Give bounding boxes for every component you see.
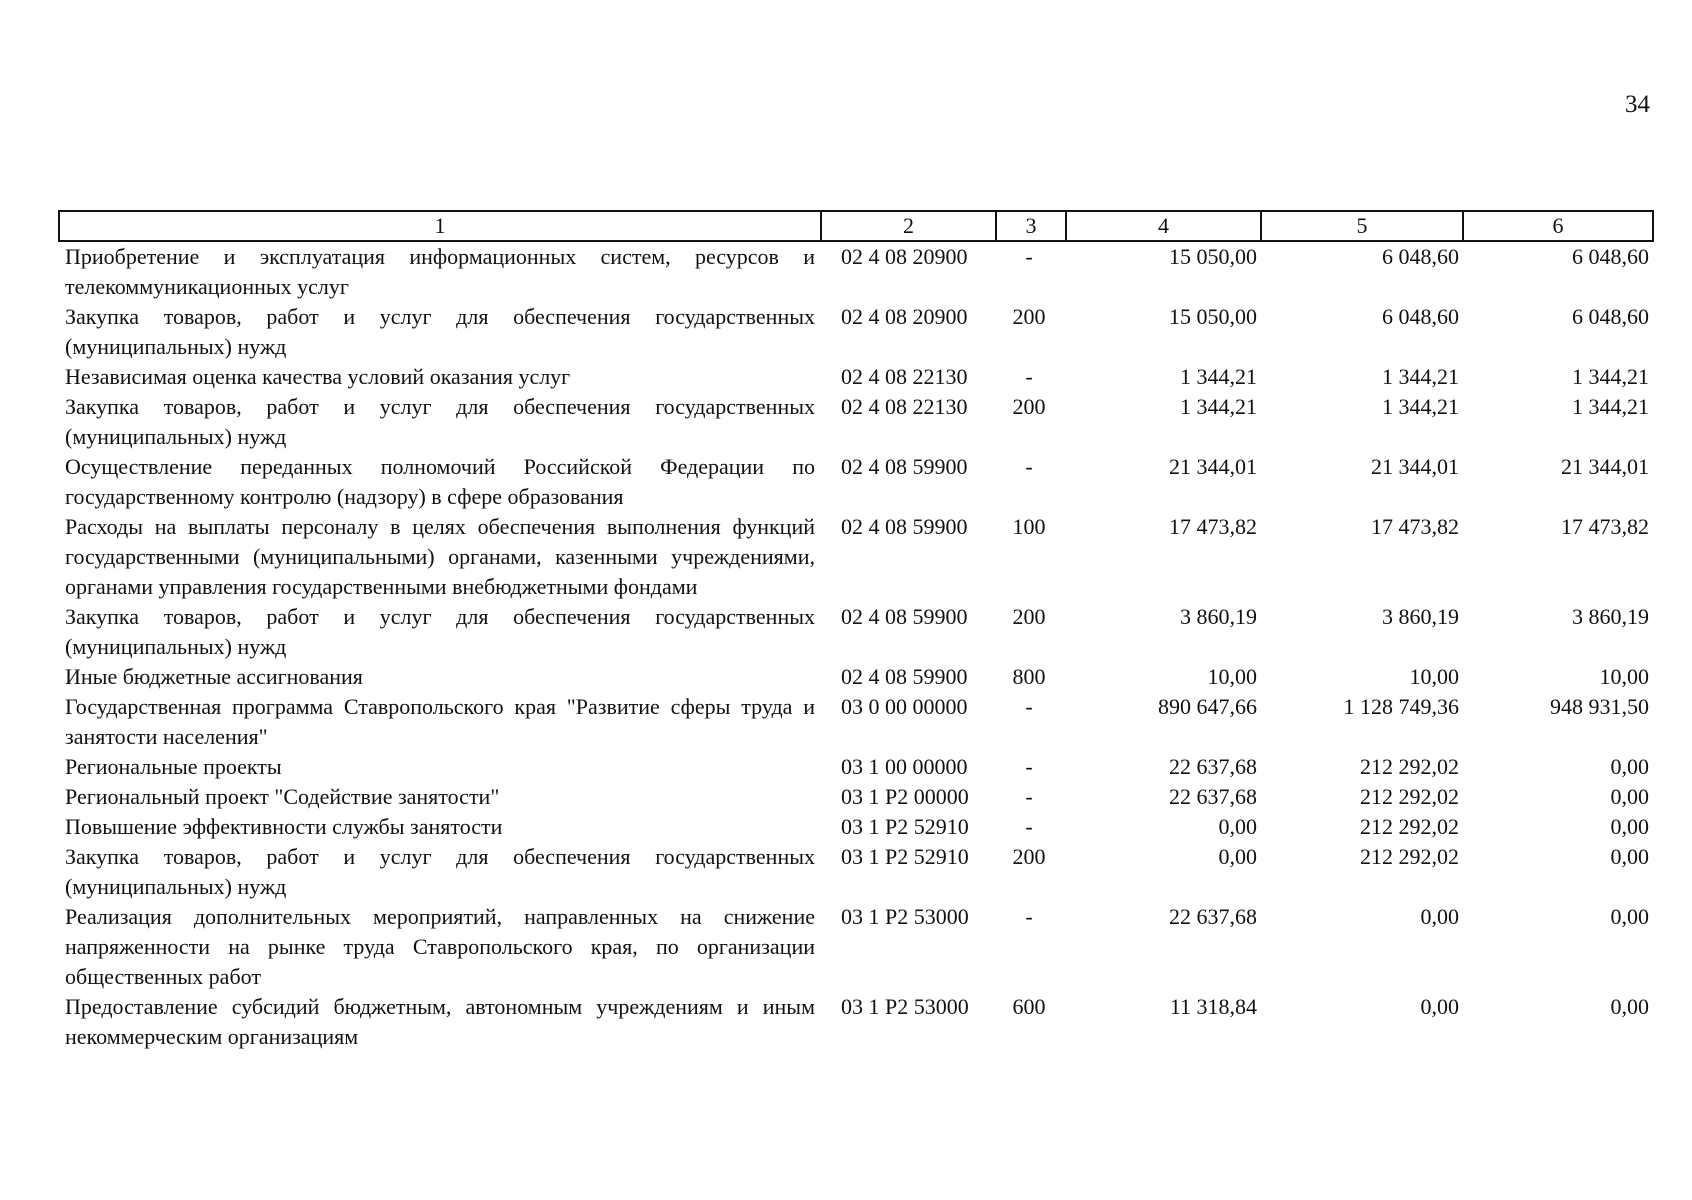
row-code-cell: 02 4 08 59900 <box>841 454 968 479</box>
row-value-6-cell: 6 048,60 <box>1572 304 1649 329</box>
row-value-4-cell: 1 344,21 <box>1180 364 1257 389</box>
table-row <box>59 902 1653 992</box>
row-code-cell: 02 4 08 20900 <box>841 304 968 329</box>
table-row <box>59 812 1653 842</box>
row-value-6-cell: 21 344,01 <box>1561 454 1649 479</box>
row-value-4-cell: 22 637,68 <box>1169 784 1257 809</box>
row-code-cell: 02 4 08 22130 <box>841 394 968 419</box>
row-vr-cell: 200 <box>1012 304 1046 329</box>
row-value-4-cell: 22 637,68 <box>1169 754 1257 779</box>
row-value-4-cell: 22 637,68 <box>1169 904 1257 929</box>
row-vr-cell: 200 <box>1012 394 1046 419</box>
row-value-5-cell: 212 292,02 <box>1360 754 1459 779</box>
header-col-6: 6 <box>1463 211 1653 241</box>
row-value-5-cell: 1 128 749,36 <box>1343 694 1459 719</box>
row-name-cell: Закупка товаров, работ и услуг для обеспечения государственных (муниципальных) нужд <box>65 304 815 359</box>
row-value-4-cell: 11 318,84 <box>1169 994 1257 1019</box>
row-vr-cell: - <box>1025 904 1033 929</box>
row-value-6-cell: 0,00 <box>1610 754 1649 779</box>
row-vr-cell: 200 <box>1012 844 1046 869</box>
header-row <box>59 211 1653 241</box>
table-row <box>59 241 1653 302</box>
table-row <box>59 452 1653 512</box>
row-vr-cell: - <box>1025 364 1033 389</box>
table-row <box>59 992 1653 1052</box>
header-col-4: 4 <box>1066 211 1261 241</box>
row-name-cell: Закупка товаров, работ и услуг для обеспечения государственных (муниципальных) нужд <box>65 604 815 659</box>
row-value-4-cell: 10,00 <box>1207 664 1257 689</box>
row-name-cell: Повышение эффективности службы занятости <box>65 814 503 839</box>
row-value-6-cell: 17 473,82 <box>1561 514 1649 539</box>
row-name-cell: Расходы на выплаты персоналу в целях обеспечения выполнения функций государственными (муниципальными) органами, казенными учреждениями, органами управления государственными внебюджетными фондами <box>65 514 815 599</box>
row-code-cell: 02 4 08 59900 <box>841 604 968 629</box>
header-col-5: 5 <box>1261 211 1463 241</box>
row-value-6-cell: 0,00 <box>1610 844 1649 869</box>
row-value-6-cell: 1 344,21 <box>1572 394 1649 419</box>
row-value-5-cell: 0,00 <box>1420 904 1459 929</box>
row-value-6-cell: 0,00 <box>1610 814 1649 839</box>
row-value-5-cell: 3 860,19 <box>1382 604 1459 629</box>
header-col-2: 2 <box>821 211 996 241</box>
row-vr-cell: 200 <box>1012 604 1046 629</box>
row-code-cell: 03 1 P2 00000 <box>841 784 969 809</box>
budget-table <box>58 210 1654 1052</box>
row-code-cell: 03 1 P2 52910 <box>841 844 969 869</box>
row-value-5-cell: 17 473,82 <box>1371 514 1459 539</box>
row-value-6-cell: 1 344,21 <box>1572 364 1649 389</box>
row-vr-cell: 100 <box>1012 514 1046 539</box>
row-value-5-cell: 212 292,02 <box>1360 814 1459 839</box>
row-value-4-cell: 0,00 <box>1218 844 1257 869</box>
page-number: 34 <box>1625 91 1650 118</box>
row-value-4-cell: 0,00 <box>1218 814 1257 839</box>
row-code-cell: 03 1 P2 53000 <box>841 994 969 1019</box>
row-value-5-cell: 1 344,21 <box>1382 394 1459 419</box>
row-code-cell: 03 1 P2 53000 <box>841 904 969 929</box>
row-vr-cell: - <box>1025 814 1033 839</box>
row-name-cell: Приобретение и эксплуатация информационных систем, ресурсов и телекоммуникационных услуг <box>65 244 815 299</box>
row-value-4-cell: 21 344,01 <box>1169 454 1257 479</box>
table-row <box>59 512 1653 602</box>
table-row <box>59 842 1653 902</box>
row-name-cell: Закупка товаров, работ и услуг для обеспечения государственных (муниципальных) нужд <box>65 844 815 899</box>
table-row <box>59 662 1653 692</box>
row-vr-cell: - <box>1025 694 1033 719</box>
table-row <box>59 692 1653 752</box>
table-row <box>59 362 1653 392</box>
row-code-cell: 03 1 00 00000 <box>841 754 968 779</box>
row-name-cell: Региональный проект "Содействие занятости" <box>65 784 500 809</box>
row-code-cell: 02 4 08 20900 <box>841 244 968 269</box>
row-vr-cell: - <box>1025 454 1033 479</box>
table-body <box>59 241 1653 1052</box>
table-row <box>59 752 1653 782</box>
row-code-cell: 03 1 P2 52910 <box>841 814 969 839</box>
row-value-6-cell: 0,00 <box>1610 994 1649 1019</box>
table-row <box>59 392 1653 452</box>
row-value-4-cell: 17 473,82 <box>1169 514 1257 539</box>
row-value-6-cell: 948 931,50 <box>1550 694 1649 719</box>
row-name-cell: Предоставление субсидий бюджетным, автономным учреждениям и иным некоммерческим организациям <box>65 994 815 1049</box>
row-value-4-cell: 15 050,00 <box>1169 244 1257 269</box>
header-col-1: 1 <box>59 211 821 241</box>
row-code-cell: 03 0 00 00000 <box>841 694 968 719</box>
table-row <box>59 602 1653 662</box>
table-row <box>59 302 1653 362</box>
row-value-5-cell: 0,00 <box>1420 994 1459 1019</box>
row-vr-cell: - <box>1025 784 1033 809</box>
row-value-4-cell: 890 647,66 <box>1158 694 1257 719</box>
row-name-cell: Закупка товаров, работ и услуг для обеспечения государственных (муниципальных) нужд <box>65 394 815 449</box>
header-col-3: 3 <box>996 211 1066 241</box>
row-name-cell: Государственная программа Ставропольского края "Развитие сферы труда и занятости населения" <box>65 694 815 749</box>
row-value-5-cell: 212 292,02 <box>1360 844 1459 869</box>
row-code-cell: 02 4 08 22130 <box>841 364 968 389</box>
row-value-5-cell: 6 048,60 <box>1382 244 1459 269</box>
row-value-6-cell: 6 048,60 <box>1572 244 1649 269</box>
row-value-5-cell: 212 292,02 <box>1360 784 1459 809</box>
row-value-5-cell: 21 344,01 <box>1371 454 1459 479</box>
row-vr-cell: - <box>1025 754 1033 779</box>
row-value-4-cell: 1 344,21 <box>1180 394 1257 419</box>
row-value-5-cell: 1 344,21 <box>1382 364 1459 389</box>
row-name-cell: Иные бюджетные ассигнования <box>65 664 363 689</box>
row-vr-cell: 600 <box>1012 994 1046 1019</box>
row-name-cell: Реализация дополнительных мероприятий, направленных на снижение напряженности на рынке труда Ставропольского края, по организации общественных работ <box>65 904 815 989</box>
row-value-5-cell: 6 048,60 <box>1382 304 1459 329</box>
row-name-cell: Осуществление переданных полномочий Российской Федерации по государственному контролю (надзору) в сфере образования <box>65 454 815 509</box>
row-code-cell: 02 4 08 59900 <box>841 664 968 689</box>
table-row <box>59 782 1653 812</box>
row-name-cell: Независимая оценка качества условий оказания услуг <box>65 364 571 389</box>
row-value-6-cell: 3 860,19 <box>1572 604 1649 629</box>
row-value-6-cell: 0,00 <box>1610 784 1649 809</box>
row-code-cell: 02 4 08 59900 <box>841 514 968 539</box>
row-value-4-cell: 3 860,19 <box>1180 604 1257 629</box>
row-name-cell: Региональные проекты <box>65 754 282 779</box>
table-header <box>59 211 1653 241</box>
row-vr-cell: - <box>1025 244 1033 269</box>
row-value-4-cell: 15 050,00 <box>1169 304 1257 329</box>
row-value-5-cell: 10,00 <box>1409 664 1459 689</box>
row-vr-cell: 800 <box>1012 664 1046 689</box>
row-value-6-cell: 10,00 <box>1599 664 1649 689</box>
row-value-6-cell: 0,00 <box>1610 904 1649 929</box>
